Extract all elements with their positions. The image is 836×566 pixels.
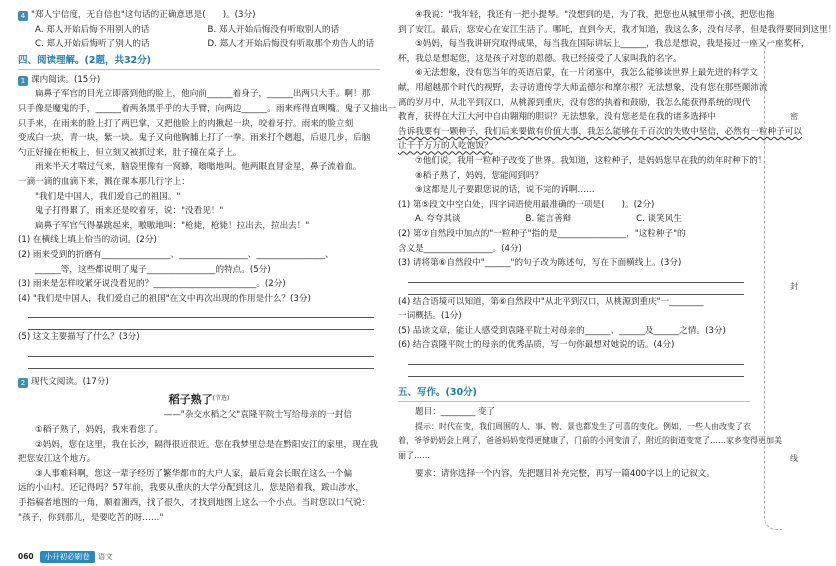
passage-line: ⑧稻子熟了，妈妈，您能闻到吗？: [415, 170, 544, 181]
subject-label: 语文: [97, 552, 113, 561]
writing-requirement: 要求：请你选择一个内容，先把题目补充完整，再写一篇400字以上的记叙文。: [415, 469, 715, 480]
answer-line[interactable]: [408, 365, 744, 377]
question: (6) 结合袁隆平院士的母亲的优秀品质，写一句你最想对她说的话。(4分): [398, 340, 675, 351]
passage-line: ②妈妈，您在这里，我在长沙，隔得很近很近。您在我梦里总是在黔阳安江的家里，现在我: [35, 439, 378, 450]
passage-number: 2: [18, 378, 28, 388]
question: (3) 请将第⑥自然段中"______"的句子改为陈述句，写在下面横线上。(3分): [398, 258, 682, 269]
article-title: 稻子熟了$^{(节选)}$: [168, 393, 230, 407]
tip-line: 丽了……: [398, 450, 430, 460]
writing-tips: [398, 420, 782, 464]
question: (1) 第⑤段文中空白处，四字词语使用最准确的一项是( )。(2分): [398, 199, 655, 210]
question: (5) 这文主要描写了什么？(3分): [18, 332, 140, 343]
page-footer: [18, 551, 113, 563]
page-number: 060: [18, 552, 34, 561]
binding-label-seal: 密: [790, 112, 798, 121]
passage-number: 1: [18, 76, 28, 86]
answer-line[interactable]: [408, 353, 744, 365]
answer-line[interactable]: [408, 271, 744, 283]
passage-line: 扁鼻子军官气得暴跳起来，嗷嗷地叫："枪毙，枪毙！拉出去，拉出去！": [35, 220, 310, 231]
passage-2-continued: [398, 8, 836, 198]
article-subtitle: ——"杂交水稻之父"袁隆平院士写给母亲的一封信: [163, 410, 352, 421]
passage-line-underlined: 告诉我要有一颗种子，我们后来要做有价值大事，我怎么能够在千百次的失败中坚信，必然有一粒种子可以: [398, 126, 802, 137]
section-4-title: 四、阅读理解。(2题，共32分): [18, 53, 380, 70]
passage-line: 鬼子打得累了，雨来还是咬着牙，说："没看见！": [35, 206, 224, 217]
question: 含义是________________。(4分): [398, 243, 522, 254]
question: (2) 雨来受到的折磨有________________、________________、________________、: [18, 249, 334, 260]
answer-line[interactable]: [28, 318, 374, 330]
answer-line[interactable]: [28, 357, 374, 369]
passage-line: 手指稿者地图的一角，顺着湘西，找了很久，才找到地图上这么一个小点。当时您以口气说：: [18, 498, 371, 509]
question: (2) 第⑦自然段中加点的"一粒种子"指的是________________，"这粒种子"的: [398, 228, 686, 239]
passage-line: "孩子，你到那儿，是要吃苦的呀……": [18, 512, 164, 523]
question: (1) 在横线上填上恰当的动词。(2分): [18, 235, 157, 246]
passage-1-questions: [18, 233, 380, 369]
binding-margin: [764, 40, 782, 530]
passage-line: ⑨这都是儿子要跟您说的话，说不完的诉啊……: [415, 185, 595, 196]
question-4-options-row2: [18, 37, 380, 52]
passage-line-underlined: 让千千万万的人吃饱饭？: [398, 141, 493, 152]
passage-line: 到了安江。最后，您安心在安江生活了。哪吒，直到今天，我才知道，我这么多，没有尽孝，但是我得要回到这里！: [398, 24, 836, 35]
passage-line: ⑤妈妈，每当我讲研究取得成果，每当我在国际讲坛上______，我总是想说，我是接过一座又一座奖杯，: [415, 39, 810, 50]
passage-line: 远的小山村。还记得吗？57年前，我要从重庆的大学分配到这儿，您是陪着我，跋山涉水，: [18, 483, 365, 494]
question: (5) 品读文章，能让人感受到袁隆平院士对母亲的______、______及______之情。(3分): [398, 325, 726, 336]
writing-topic: 题目：________ 变了: [415, 407, 496, 418]
tip-line: 提示：时代在变，我们周围的人、事、物、景也都发生了可喜的变化。例如，一些人由改变了衣: [415, 421, 751, 431]
passage-line: ⑦他们说，我用一粒种子改变了世界。我知道，这粒种子，是妈妈您早在我的幼年时种下的！: [415, 155, 767, 166]
binding-label-line: 线: [790, 454, 798, 463]
option-a: A. 夸夸其谈: [415, 214, 461, 225]
passage-1-heading: 1 课内阅读。(15分): [18, 73, 380, 88]
option-c: C. 郑人开始后悔听了别人的话: [35, 39, 150, 50]
tip-line: 着，爷爷奶奶会上网了，爸爸妈妈变得更健康了，门前的小河变清了，附近的街道变宽了……家乡变得更加美: [398, 436, 782, 446]
option-c: C. 谈笑风生: [636, 214, 682, 225]
passage-line: 杯，我总是想起您，这是孩子对您的恩德。我已经接受了人家叫我的名字。: [398, 53, 682, 64]
right-column: [398, 8, 836, 482]
option-a: A. 郑人开始后悔不用别人的话: [35, 24, 150, 35]
binding-label-seal: 封: [790, 282, 798, 291]
passage-line: 离的岁月中，从北平到汉口，从桃源到重庆，没有您的执着和鼓励，我怎么能获得系统的现代: [398, 97, 751, 108]
passage-line: 只手像是魔鬼的手，______着两条黑乎乎的大手臂，向两边______。雨来疼得直咧嘴。鬼子又抽出一: [18, 103, 397, 114]
question-number: 4: [18, 11, 28, 21]
question-4: 4 "郑人宁信度，无自信也"这句话的正确意思是( )。(3分): [18, 8, 380, 23]
passage-line: 变成白一块，青一块，紫一块。鬼子又向他胸脯上打了一拳。雨来打个趔趄，后退几步，后脑: [18, 133, 371, 144]
option-d: D. 郑人才开始后悔没有听取那个劝告人的话: [207, 39, 375, 50]
question: ______等，这些都说明了鬼子________________的特点。(5分): [35, 264, 271, 275]
passage-line: 勺正好撞在柜板上，但立刻又被抓过来，肚子撞在桌子上。: [18, 147, 242, 158]
left-column: [18, 8, 397, 525]
passage-line: 只手来，在雨来的脸上打了两巴掌，又把他脸上的肉揪起一块，咬着牙拧。雨来的脸立刻: [18, 118, 354, 129]
question: (3) 雨来是怎样咬紧牙说没看见的？________________________。(2分): [18, 279, 286, 290]
passage-line: ⑥无法想象，没有您当年的英语启蒙，在一片闭塞中，我怎么能够读世界上最先进的科学文: [415, 68, 758, 79]
passage-line: "我们是中国人，我们爱自己的祖国。": [35, 191, 181, 202]
question: (4) 结合语境可以知道，第⑥自然段中"从北平到汉口，从桃源到重庆"一________: [398, 296, 704, 307]
option-b: B. 郑人开始后悔没有听取别人的话: [207, 24, 340, 35]
answer-line[interactable]: [28, 345, 374, 357]
passage-1-body: [18, 87, 397, 233]
passage-line: ①稻子熟了，妈妈，我来看您了。: [35, 425, 164, 436]
question-4-options-row1: [18, 23, 380, 38]
passage-2-heading: 2 现代文阅读。(17分): [18, 375, 380, 390]
passage-2-questions: [398, 198, 750, 377]
question: 一词概括。(1分): [398, 311, 462, 322]
book-title: 小升初必刷卷: [40, 551, 95, 563]
passage-line: ④我说："我年轻，我还有一把小提琴。"没想到的是，为了我，把您也从城里带小孩，把您也拖: [415, 10, 775, 20]
passage-line: 献，用超越那个时代的视野，去寻访遗传学大师孟德尔和摩尔根？无法想象，没有您在那些颠沛流: [398, 82, 768, 93]
passage-line: ③人事难料啊，您这一辈子经历了繁华都市的大户人家，最后竟会长眠在这么一个偏: [35, 468, 353, 479]
option-b: B. 能言善辩: [525, 214, 572, 225]
answer-line[interactable]: [408, 283, 744, 295]
passage-line: 把您安江这个地方。: [18, 454, 96, 465]
passage-line: 一滴一滴的血滴下来，溅在课本那几行字上：: [18, 176, 190, 187]
question: (4) "我们是中国人，我们爱自己的祖国"在文中再次出现的作用是什么？(3分): [18, 293, 311, 304]
passage-line: 雨来半天才喘过气来，脑袋里像有一窝蜂，嗡嗡地叫。他两眼直冒金星，鼻子流着血。: [35, 162, 362, 173]
passage-line: 教育，获得在大江大河中自由翱翔的胆识？无法想象，没有您老是在我的诸多选择中: [398, 112, 716, 123]
section-5-title: 五、写作。(30分): [398, 385, 750, 402]
question-1-options: [398, 212, 750, 227]
answer-line[interactable]: [28, 306, 374, 318]
passage-2-body: [18, 423, 380, 525]
passage-line: 扁鼻子军官的目光立即落到他的脸上，他向前______着身子，______出两只大手。啊！那: [35, 89, 371, 100]
